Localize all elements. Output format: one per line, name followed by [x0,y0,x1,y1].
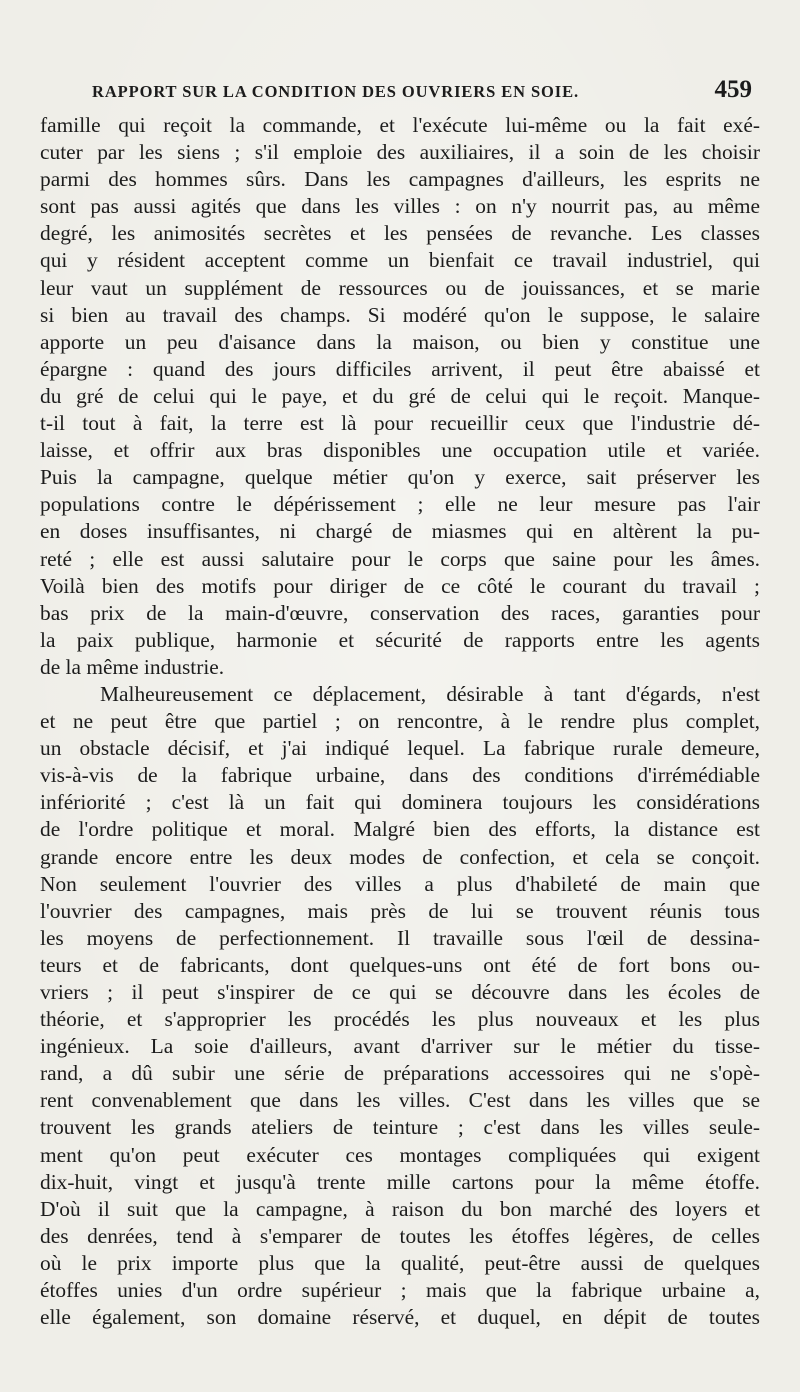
text-line: Malheureusement ce déplacement, désirable à tant d'égards, n'est [100,681,760,706]
text-line: rent convenablement que dans les villes. C'est dans les villes que se [40,1088,760,1113]
text-line: vis-à-vis de la fabrique urbaine, dans des conditions d'irrémédiable [40,763,760,788]
page-number: 459 [714,76,752,103]
text-line: degré, les animosités secrètes et les pensées de revanche. Les classes [40,221,760,246]
text-line: un obstacle décisif, et j'ai indiqué lequel. La fabrique rurale demeure, [40,736,760,761]
text-line: l'ouvrier des campagnes, mais près de lui se trouvent réunis tous [40,898,760,923]
text-line: grande encore entre les deux modes de confection, et cela se conçoit. [40,844,760,869]
text-line: cuter par les siens ; s'il emploie des auxiliaires, il a soin de les choisir [40,140,760,165]
text-line: elle également, son domaine réservé, et duquel, en dépit de toutes [40,1305,760,1330]
text-line: du gré de celui qui le paye, et du gré de celui qui le reçoit. Manque- [40,383,760,408]
text-line: qui y résident acceptent comme un bienfait ce travail industriel, qui [40,248,760,273]
text-line: parmi des hommes sûrs. Dans les campagnes d'ailleurs, les esprits ne [40,167,760,192]
running-title: RAPPORT SUR LA CONDITION DES OUVRIERS EN SOIE. [92,82,580,101]
text-line: famille qui reçoit la commande, et l'exécute lui-même ou la fait exé- [40,113,760,137]
paragraph [40,112,760,681]
text-line: D'où il suit que la campagne, à raison du bon marché des loyers et [40,1196,760,1221]
body-text [40,112,760,1331]
text-line: t-il tout à fait, la terre est là pour recueillir ceux que l'industrie dé- [40,411,760,436]
page-header [92,78,752,108]
text-line: si bien au travail des champs. Si modéré qu'on le suppose, le salaire [40,302,760,327]
text-line: vriers ; il peut s'inspirer de ce qui se découvre dans les écoles de [40,980,760,1004]
text-line: laisse, et offrir aux bras disponibles une occupation utile et variée. [40,438,760,463]
text-line: de l'ordre politique et moral. Malgré bien des efforts, la distance est [40,817,760,842]
text-line: apporte un peu d'aisance dans la maison, ou bien y constitue une [40,329,760,354]
text-line: des denrées, tend à s'emparer de toutes les étoffes légères, de celles [40,1223,760,1248]
text-line: de la même industrie. [40,654,225,679]
text-line: reté ; elle est aussi salutaire pour le corps que saine pour les âmes. [40,546,760,571]
text-line: teurs et de fabricants, dont quelques-uns ont été de fort bons ou- [40,952,760,977]
text-line: infériorité ; c'est là un fait qui dominera toujours les considérations [40,790,760,815]
text-line: trouvent les grands ateliers de teinture ; c'est dans les villes seule- [40,1115,760,1140]
text-line: populations contre le dépérissement ; elle ne leur mesure pas l'air [40,492,760,517]
text-line: Voilà bien des motifs pour diriger de ce côté le courant du travail ; [40,573,760,598]
text-line: leur vaut un supplément de ressources ou de jouissances, et se marie [40,275,760,300]
text-line: les moyens de perfectionnement. Il travaille sous l'œil de dessina- [40,925,760,950]
text-line: théorie, et s'approprier les procédés les plus nouveaux et les plus [40,1007,760,1032]
text-line: épargne : quand des jours difficiles arrivent, il peut être abaissé et [40,356,760,381]
text-line: étoffes unies d'un ordre supérieur ; mais que la fabrique urbaine a, [40,1278,760,1303]
text-line: Puis la campagne, quelque métier qu'on y exerce, sait préserver les [40,465,760,490]
text-line: en doses insuffisantes, ni chargé de miasmes qui en altèrent la pu- [40,519,760,544]
paragraph [40,681,760,1331]
text-line: la paix publique, harmonie et sécurité de rapports entre les agents [40,627,760,652]
text-line: où le prix importe plus que la qualité, peut-être aussi de quelques [40,1250,760,1275]
text-line: dix-huit, vingt et jusqu'à trente mille cartons pour la même étoffe. [40,1169,760,1194]
text-line: Non seulement l'ouvrier des villes a plus d'habileté de main que [40,871,760,896]
text-line: ment qu'on peut exécuter ces montages compliquées qui exigent [40,1142,760,1167]
text-line: ingénieux. La soie d'ailleurs, avant d'arriver sur le métier du tisse- [40,1034,760,1059]
text-line: sont pas aussi agités que dans les villes : on n'y nourrit pas, au même [40,194,760,219]
text-line: et ne peut être que partiel ; on rencontre, à le rendre plus complet, [40,709,760,734]
text-line: rand, a dû subir une série de préparations accessoires qui ne s'opè- [40,1061,760,1086]
text-line: bas prix de la main-d'œuvre, conservation des races, garanties pour [40,600,760,625]
